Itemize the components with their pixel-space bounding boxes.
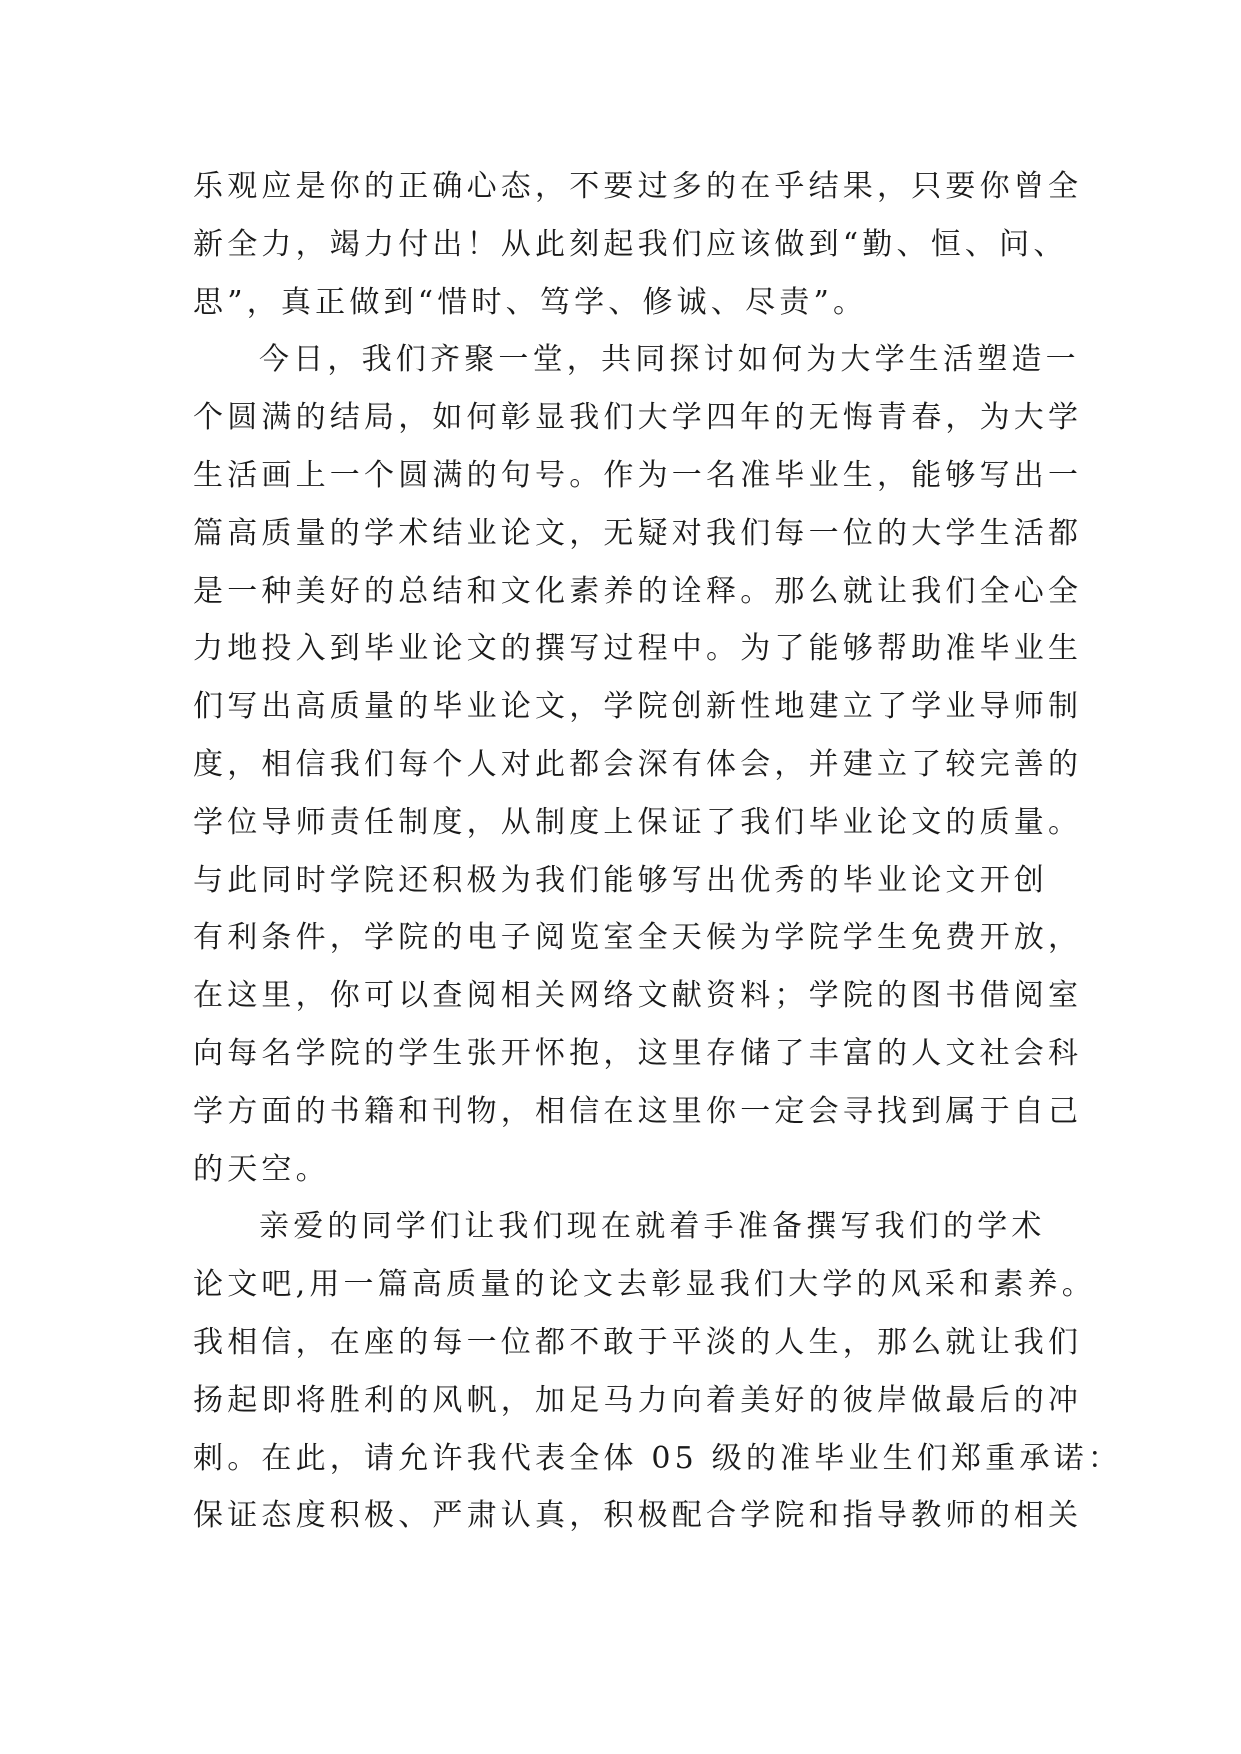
text-line: 在这里，你可以查阅相关网络文献资料；学院的图书借阅室 — [193, 978, 1083, 1014]
text-line: 个圆满的结局，如何彰显我们大学四年的无悔青春，为大学 — [193, 400, 1083, 436]
text-line: 亲爱的同学们让我们现在就着手准备撰写我们的学术 — [259, 1209, 1046, 1245]
text-line: 保证态度积极、严肃认真，积极配合学院和指导教师的相关 — [193, 1498, 1083, 1534]
text-line: 扬起即将胜利的风帆，加足马力向着美好的彼岸做最后的冲 — [193, 1382, 1083, 1418]
text-line: 们写出高质量的毕业论文，学院创新性地建立了学业导师制 — [193, 689, 1083, 725]
text-line: 篇高质量的学术结业论文，无疑对我们每一位的大学生活都 — [193, 515, 1083, 551]
text-line: 向每名学院的学生张开怀抱，这里存储了丰富的人文社会科 — [193, 1035, 1083, 1071]
paragraph-3 — [193, 1198, 1123, 1545]
text-line: 生活画上一个圆满的句号。作为一名准毕业生，能够写出一 — [193, 457, 1083, 493]
text-line: 与此同时学院还积极为我们能够写出优秀的毕业论文开创 — [193, 862, 1048, 898]
text-line: 有利条件，学院的电子阅览室全天候为学院学生免费开放， — [193, 920, 1083, 956]
text-line: 我相信，在座的每一位都不敢于平淡的人生，那么就让我们 — [193, 1324, 1083, 1360]
text-line: 新全力，竭力付出！从此刻起我们应该做到“勤、恒、问、 — [193, 226, 1068, 262]
text-line: 刺。在此，请允许我代表全体 05 级的准毕业生们郑重承诺： — [193, 1440, 1123, 1476]
paragraph-1 — [193, 158, 1083, 331]
text-line: 度，相信我们每个人对此都会深有体会，并建立了较完善的 — [193, 746, 1083, 782]
text-line: 力地投入到毕业论文的撰写过程中。为了能够帮助准毕业生 — [193, 631, 1083, 667]
body-text — [193, 158, 1123, 1545]
text-line: 论文吧,用一篇高质量的论文去彰显我们大学的风采和素养。 — [193, 1267, 1096, 1303]
text-line: 今日，我们齐聚一堂，共同探讨如何为大学生活塑造一 — [259, 342, 1080, 378]
text-line: 乐观应是你的正确心态，不要过多的在乎结果，只要你曾全 — [193, 169, 1083, 204]
text-line: 学位导师责任制度，从制度上保证了我们毕业论文的质量。 — [193, 804, 1083, 840]
text-line: 学方面的书籍和刊物，相信在这里你一定会寻找到属于自己 — [193, 1093, 1083, 1129]
text-line: 的天空。 — [193, 1151, 330, 1187]
text-line: 是一种美好的总结和文化素养的诠释。那么就让我们全心全 — [193, 573, 1083, 609]
paragraph-2 — [193, 331, 1083, 1198]
text-line: 思”，真正做到“惜时、笃学、修诚、尽责”。 — [193, 284, 868, 320]
